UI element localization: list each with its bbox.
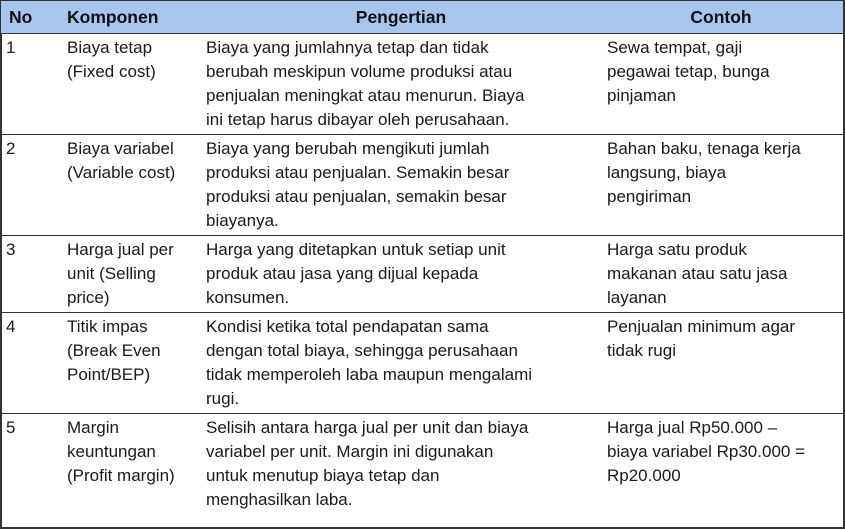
text-line: (Variable cost) — [67, 163, 176, 182]
text-line: untuk menutup biaya tetap dan — [206, 466, 440, 485]
cell-no: 5 — [6, 418, 16, 437]
text-line: dengan total biaya, sehingga perusahaan — [206, 341, 518, 360]
cell-komponen — [53, 313, 203, 414]
cost-components-table — [1, 1, 843, 514]
text-line: penjualan meningkat atau menurun. Biaya — [206, 86, 525, 105]
text-line: menghasilkan laba. — [206, 490, 353, 509]
cell-contoh — [599, 236, 843, 313]
table-row — [1, 34, 843, 135]
cell-contoh — [599, 34, 843, 135]
text-line: langsung, biaya — [607, 163, 727, 182]
text-line: rugi. — [206, 389, 240, 408]
cell-no: 4 — [1, 313, 53, 414]
text-line: produksi atau penjualan, semakin besar — [206, 187, 507, 206]
cell-contoh — [599, 414, 843, 515]
text-line: Rp20.000 — [607, 466, 681, 485]
text-line: produk atau jasa yang dijual kepada — [206, 264, 479, 283]
text-line: Biaya yang berubah mengikuti jumlah — [206, 139, 490, 158]
text-line: Penjualan minimum agar — [607, 317, 796, 336]
cell-pengertian — [203, 34, 599, 135]
cell-komponen — [53, 236, 203, 313]
text-line: (Break Even — [67, 341, 161, 360]
text-line: Point/BEP) — [67, 365, 151, 384]
text-line: Harga satu produk — [607, 240, 747, 259]
cell-contoh — [599, 313, 843, 414]
text-line: Sewa tempat, gaji — [607, 38, 743, 57]
text-line: pengiriman — [607, 187, 692, 206]
text-line: ini tetap harus dibayar oleh perusahaan. — [206, 110, 510, 129]
table-header-row — [1, 1, 843, 34]
text-line: (Fixed cost) — [67, 62, 156, 81]
text-line: layanan — [607, 288, 667, 307]
text-line: Margin — [67, 418, 119, 437]
cell-no: 2 — [1, 135, 53, 236]
text-line: Biaya tetap — [67, 38, 153, 57]
text-line: konsumen. — [206, 288, 290, 307]
text-line: Selisih antara harga jual per unit dan biaya — [206, 418, 529, 437]
text-line: tidak memperoleh laba maupun mengalami — [206, 365, 533, 384]
header-komponen: Komponen — [53, 1, 203, 34]
text-line: Harga jual Rp50.000 – — [607, 418, 778, 437]
cell-no: 3 — [1, 236, 53, 313]
text-line: tidak rugi — [607, 341, 676, 360]
table-row — [1, 313, 843, 414]
text-line: Kondisi ketika total pendapatan sama — [206, 317, 489, 336]
cell-komponen — [53, 135, 203, 236]
table-row — [1, 414, 843, 515]
text-line: Harga jual per — [67, 240, 174, 259]
cell-pengertian — [203, 313, 599, 414]
cell-no: 1 — [1, 34, 53, 135]
text-line: Titik impas — [67, 317, 148, 336]
text-line: (Profit margin) — [67, 466, 175, 485]
cell-pengertian — [203, 236, 599, 313]
text-line: biaya variabel Rp30.000 = — [607, 442, 805, 461]
cell-komponen — [53, 414, 203, 515]
table-row — [1, 236, 843, 313]
text-line: keuntungan — [67, 442, 156, 461]
header-no: No — [1, 1, 53, 34]
text-line: pegawai tetap, bunga — [607, 62, 770, 81]
text-line: biayanya. — [206, 211, 279, 230]
text-line: Bahan baku, tenaga kerja — [607, 139, 801, 158]
text-line: makanan atau satu jasa — [607, 264, 788, 283]
text-line: Biaya yang jumlahnya tetap dan tidak — [206, 38, 489, 57]
cell-contoh — [599, 135, 843, 236]
table-row — [1, 135, 843, 236]
text-line: unit (Selling — [67, 264, 156, 283]
text-line: variabel per unit. Margin ini digunakan — [206, 442, 494, 461]
text-line: Biaya variabel — [67, 139, 174, 158]
cell-pengertian — [203, 414, 599, 515]
text-line: Harga yang ditetapkan untuk setiap unit — [206, 240, 506, 259]
text-line: berubah meskipun volume produksi atau — [206, 62, 513, 81]
header-pengertian: Pengertian — [203, 1, 599, 34]
text-line: pinjaman — [607, 86, 676, 105]
text-line: produksi atau penjualan. Semakin besar — [206, 163, 510, 182]
cell-pengertian — [203, 135, 599, 236]
text-line: price) — [67, 288, 110, 307]
header-contoh: Contoh — [599, 1, 843, 34]
cell-komponen — [53, 34, 203, 135]
